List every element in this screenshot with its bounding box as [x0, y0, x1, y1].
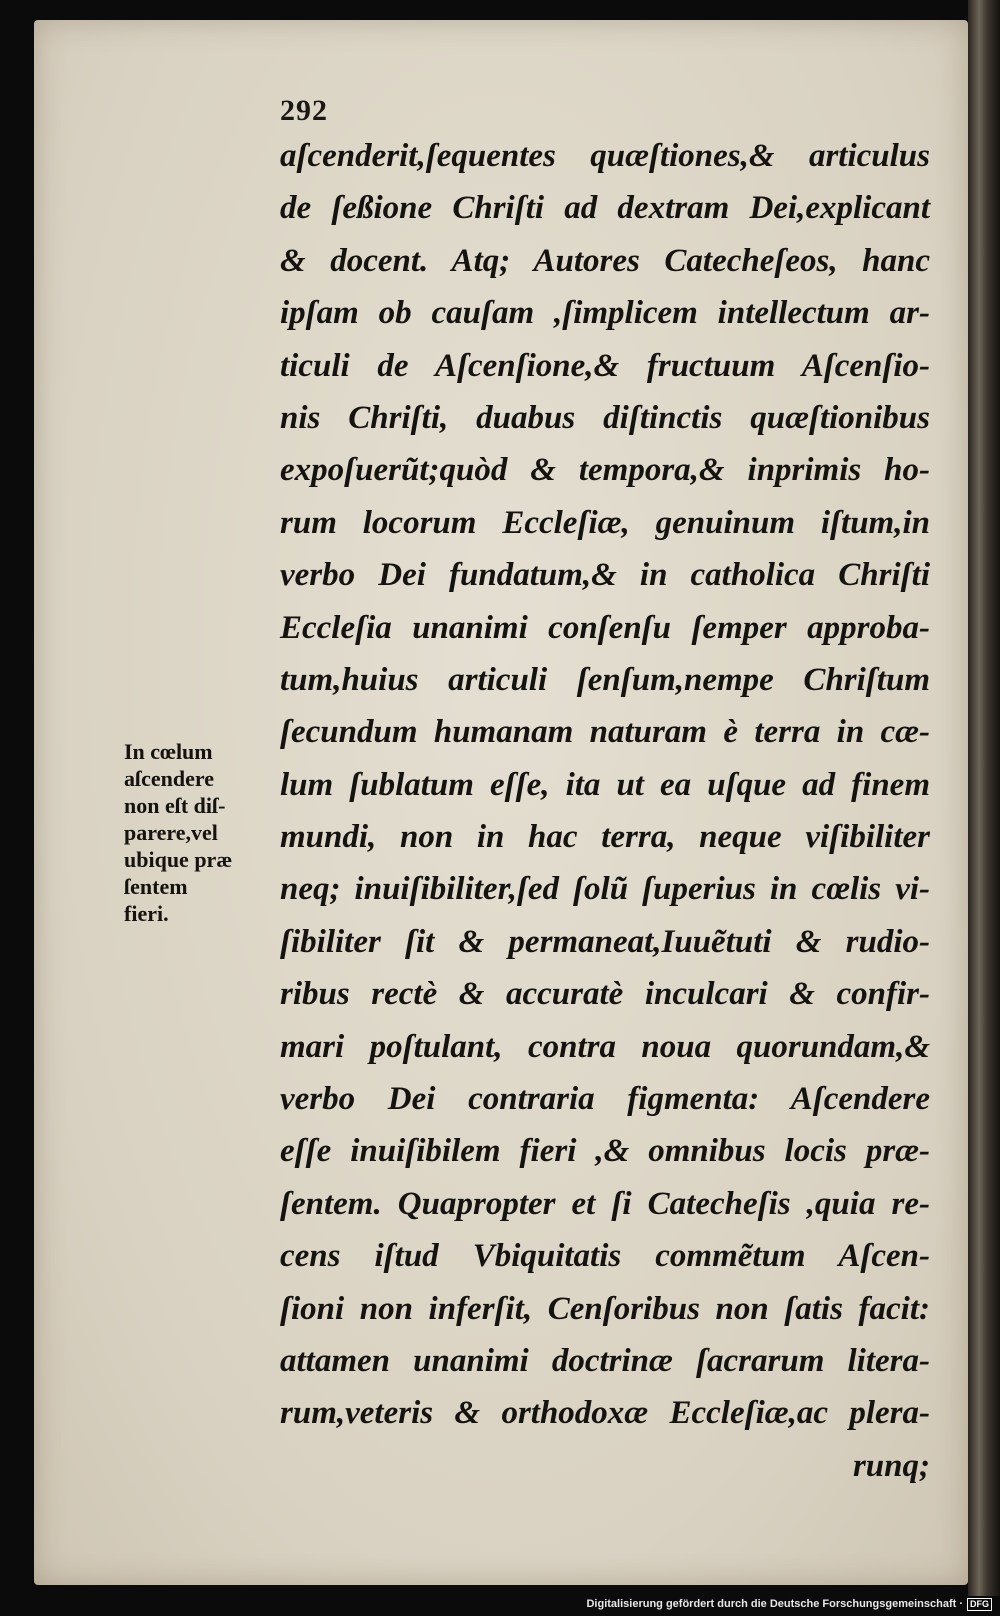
- marginal-line: ubique præ: [124, 847, 233, 872]
- marginal-line: parere,vel: [124, 820, 218, 845]
- text-line: ticuli de Aſcenſione,& fructuum Aſcenſio-: [280, 347, 930, 384]
- text-line: ſioni non inferſit, Cenſoribus non ſatis facit:: [280, 1290, 930, 1327]
- text-line: ſentem. Quapropter et ſi Catecheſis ,quia re-: [280, 1185, 930, 1222]
- marginal-line: aſcendere: [124, 766, 215, 791]
- text-line: neq; inuiſibiliter,ſed ſolũ ſuperius in cœlis vi-: [280, 871, 930, 908]
- main-text-block: [280, 130, 930, 1492]
- text-line: rum locorum Eccleſiæ, genuinum iſtum,in: [280, 504, 930, 541]
- text-line: expoſuerũt;quòd & tempora,& inprimis ho-: [280, 452, 930, 489]
- text-line: ſecundum humanam naturam è terra in cæ-: [280, 714, 930, 751]
- marginal-line: fieri.: [124, 901, 169, 926]
- text-line: aſcenderit,ſequentes quæſtiones,& articulus: [280, 138, 930, 174]
- digitization-footer: [586, 1596, 992, 1612]
- book-edge: [968, 0, 1000, 1596]
- text-line: ipſam ob cauſam ,ſimplicem intellectum ar-: [280, 295, 930, 332]
- text-line: mari poſtulant, contra noua quorundam,&: [280, 1028, 930, 1065]
- text-line: ribus rectè & accuratè inculcari & confir-: [280, 976, 930, 1013]
- dfg-logo-icon: DFG: [967, 1598, 992, 1611]
- text-line: eſſe inuiſibilem fieri ,& omnibus locis præ-: [280, 1133, 930, 1170]
- text-line: lum ſublatum eſſe, ita ut ea uſque ad finem: [280, 766, 930, 803]
- text-line: verbo Dei fundatum,& in catholica Chriſti: [280, 557, 930, 594]
- text-line: cens iſtud Vbiquitatis commẽtum Aſcen-: [280, 1238, 930, 1275]
- text-line: nis Chriſti, duabus diſtinctis quæſtionibus: [280, 399, 930, 436]
- text-line: verbo Dei contraria figmenta: Aſcendere: [280, 1081, 930, 1118]
- text-line: & docent. Atq; Autores Catecheſeos, hanc: [280, 242, 930, 279]
- text-line: attamen unanimi doctrinæ ſacrarum litera-: [280, 1342, 930, 1379]
- marginal-line: In cœlum: [124, 739, 213, 764]
- text-line: rum,veteris & orthodoxæ Eccleſiæ,ac plera-: [280, 1395, 930, 1432]
- text-line: ſibiliter ſit & permaneat,Iuuẽtuti & rudio-: [280, 923, 930, 960]
- marginal-line: ſentem: [124, 874, 188, 899]
- marginal-note: [124, 738, 274, 927]
- footer-credit: Digitalisierung gefördert durch die Deutsche Forschungsgemeinschaft ·: [586, 1598, 963, 1610]
- text-line: Eccleſia unanimi conſenſu ſemper approba-: [280, 609, 930, 646]
- text-line: de ſeßione Chriſti ad dextram Dei,explicant: [280, 190, 930, 227]
- catchword: runq;: [852, 1447, 930, 1484]
- page-number: 292: [280, 94, 328, 127]
- text-line: mundi, non in hac terra, neque viſibiliter: [280, 819, 930, 856]
- marginal-line: non eſt diſ-: [124, 793, 226, 818]
- text-line: tum,huius articuli ſenſum,nempe Chriſtum: [280, 661, 930, 698]
